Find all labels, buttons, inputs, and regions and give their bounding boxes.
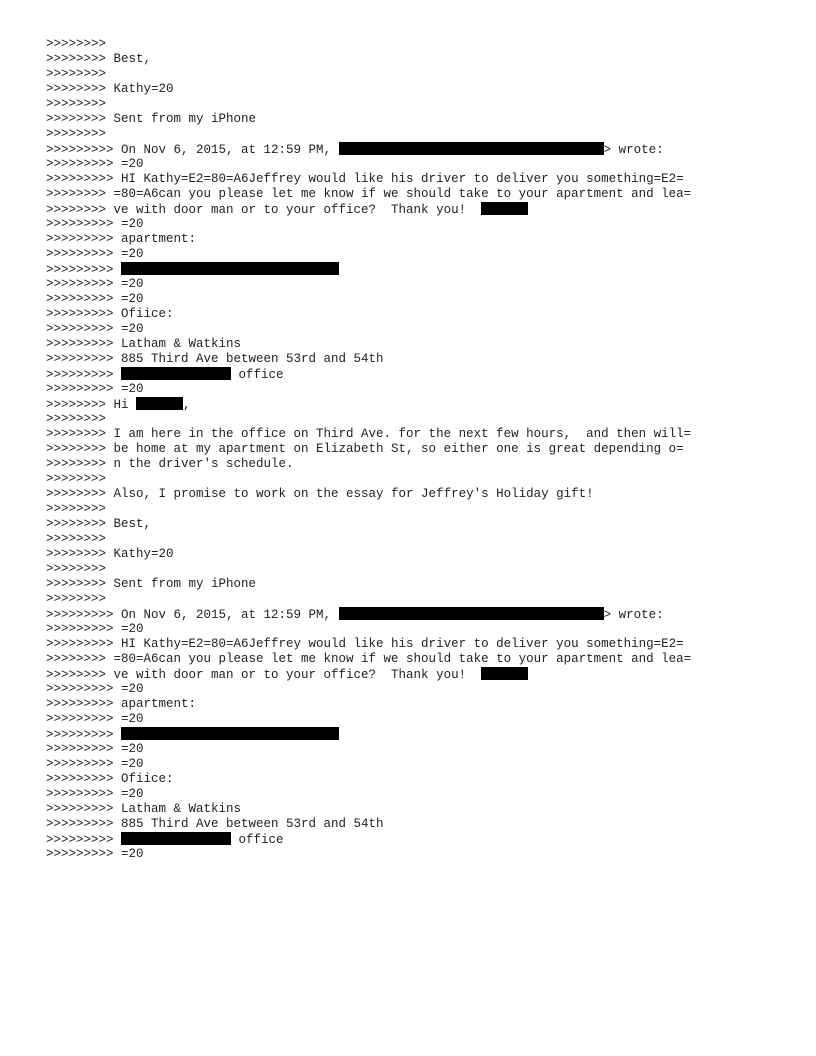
line-text: >>>>>>>> Kathy=20	[46, 82, 174, 96]
line-text: >>>>>>>>	[46, 532, 107, 546]
line-text: >>>>>>>> Also, I promise to work on the essay for Jeffrey's Holiday gift!	[46, 487, 594, 501]
line-text: >>>>>>>>> HI Kathy=E2=80=A6Jeffrey would like his driver to deliver you something=E2=	[46, 172, 684, 186]
line-text: >>>>>>>>> =20	[46, 382, 144, 396]
line-text: >>>>>>>>> Latham & Watkins	[46, 337, 242, 351]
line-text: >>>>>>>> Sent from my iPhone	[46, 112, 257, 126]
redaction-bar	[121, 727, 339, 740]
email-line	[46, 682, 786, 697]
email-line	[46, 472, 786, 487]
line-text: >>>>>>>>> Ofiice:	[46, 307, 174, 321]
line-text: >>>>>>>> ve with door man or to your office? Thank you!	[46, 203, 482, 217]
email-line	[46, 172, 786, 187]
email-line	[46, 577, 786, 592]
line-text-after: ,	[183, 398, 191, 412]
line-text: >>>>>>>>	[46, 67, 107, 81]
line-text: >>>>>>>>> =20	[46, 247, 144, 261]
line-text: >>>>>>>>> =20	[46, 292, 144, 306]
email-line	[46, 712, 786, 727]
line-text-after: office	[231, 368, 284, 382]
line-text: >>>>>>>>> 885 Third Ave between 53rd and 54th	[46, 817, 384, 831]
email-line	[46, 262, 786, 277]
email-line	[46, 247, 786, 262]
email-line	[46, 787, 786, 802]
line-text: >>>>>>>>	[46, 502, 107, 516]
line-text: >>>>>>>>>	[46, 833, 122, 847]
email-line	[46, 157, 786, 172]
line-text: >>>>>>>>> =20	[46, 712, 144, 726]
email-line	[46, 757, 786, 772]
line-text: >>>>>>>>> =20	[46, 757, 144, 771]
line-text: >>>>>>>>	[46, 592, 107, 606]
email-line	[46, 127, 786, 142]
line-text: >>>>>>>> I am here in the office on Third Ave. for the next few hours, and then will=	[46, 427, 692, 441]
redaction-bar	[121, 367, 231, 380]
line-text: >>>>>>>> Best,	[46, 52, 152, 66]
email-line	[46, 457, 786, 472]
line-text: >>>>>>>>	[46, 412, 107, 426]
email-line	[46, 277, 786, 292]
email-line	[46, 532, 786, 547]
email-line	[46, 382, 786, 397]
email-line	[46, 412, 786, 427]
email-line	[46, 367, 786, 382]
redaction-bar	[136, 397, 183, 410]
email-line	[46, 112, 786, 127]
redaction-bar	[481, 202, 528, 215]
email-line	[46, 832, 786, 847]
email-line	[46, 397, 786, 412]
line-text: >>>>>>>>> =20	[46, 847, 144, 861]
redaction-bar	[121, 832, 231, 845]
email-line	[46, 442, 786, 457]
line-text: >>>>>>>>> Latham & Watkins	[46, 802, 242, 816]
line-text: >>>>>>>>> Ofiice:	[46, 772, 174, 786]
email-line	[46, 322, 786, 337]
email-document	[46, 37, 786, 862]
email-line	[46, 742, 786, 757]
email-line	[46, 592, 786, 607]
line-text: >>>>>>>>	[46, 562, 107, 576]
line-text: >>>>>>>>> =20	[46, 622, 144, 636]
email-line	[46, 652, 786, 667]
email-line	[46, 517, 786, 532]
line-text: >>>>>>>>	[46, 37, 107, 51]
line-text: >>>>>>>>> 885 Third Ave between 53rd and 54th	[46, 352, 384, 366]
line-text: >>>>>>>>>	[46, 263, 122, 277]
line-text: >>>>>>>>> =20	[46, 742, 144, 756]
redaction-bar	[339, 607, 604, 620]
line-text: >>>>>>>>> =20	[46, 322, 144, 336]
line-text: >>>>>>>>>	[46, 368, 122, 382]
email-line	[46, 187, 786, 202]
line-text: >>>>>>>>> =20	[46, 157, 144, 171]
line-text: >>>>>>>>> apartment:	[46, 697, 197, 711]
email-line	[46, 232, 786, 247]
email-line	[46, 307, 786, 322]
email-line	[46, 67, 786, 82]
email-line	[46, 847, 786, 862]
email-line	[46, 337, 786, 352]
line-text: >>>>>>>> be home at my apartment on Elizabeth St, so either one is great depending o=	[46, 442, 684, 456]
line-text: >>>>>>>>>	[46, 728, 122, 742]
line-text: >>>>>>>>	[46, 97, 107, 111]
email-line	[46, 562, 786, 577]
email-line	[46, 817, 786, 832]
email-line	[46, 772, 786, 787]
email-line	[46, 352, 786, 367]
email-line	[46, 82, 786, 97]
line-text-after: office	[231, 833, 284, 847]
email-line	[46, 802, 786, 817]
email-line	[46, 502, 786, 517]
email-line	[46, 292, 786, 307]
email-line	[46, 97, 786, 112]
email-line	[46, 487, 786, 502]
email-line	[46, 202, 786, 217]
line-text: >>>>>>>> Hi	[46, 398, 137, 412]
redaction-bar	[481, 667, 528, 680]
redaction-bar	[121, 262, 339, 275]
line-text: >>>>>>>>	[46, 127, 107, 141]
email-line	[46, 637, 786, 652]
email-line	[46, 547, 786, 562]
email-line	[46, 37, 786, 52]
line-text: >>>>>>>> n the driver's schedule.	[46, 457, 294, 471]
line-text: >>>>>>>> Best,	[46, 517, 152, 531]
line-text: >>>>>>>>> On Nov 6, 2015, at 12:59 PM,	[46, 608, 339, 622]
line-text: >>>>>>>>> =20	[46, 787, 144, 801]
email-line	[46, 142, 786, 157]
email-line	[46, 427, 786, 442]
line-text: >>>>>>>> Kathy=20	[46, 547, 174, 561]
line-text: >>>>>>>>> =20	[46, 217, 144, 231]
line-text: >>>>>>>> =80=A6can you please let me know if we should take to your apartment and lea=	[46, 187, 692, 201]
email-line	[46, 622, 786, 637]
line-text: >>>>>>>>> =20	[46, 682, 144, 696]
email-line	[46, 52, 786, 67]
line-text: >>>>>>>>> apartment:	[46, 232, 197, 246]
email-line	[46, 217, 786, 232]
line-text: >>>>>>>>> =20	[46, 277, 144, 291]
email-line	[46, 667, 786, 682]
email-line	[46, 727, 786, 742]
redaction-bar	[339, 142, 604, 155]
line-text: >>>>>>>> ve with door man or to your office? Thank you!	[46, 668, 482, 682]
line-text-after: > wrote:	[603, 143, 664, 157]
email-line	[46, 697, 786, 712]
email-line	[46, 607, 786, 622]
line-text: >>>>>>>> Sent from my iPhone	[46, 577, 257, 591]
line-text: >>>>>>>> =80=A6can you please let me know if we should take to your apartment and lea=	[46, 652, 692, 666]
line-text: >>>>>>>>> HI Kathy=E2=80=A6Jeffrey would like his driver to deliver you something=E2=	[46, 637, 684, 651]
line-text-after: > wrote:	[603, 608, 664, 622]
line-text: >>>>>>>>	[46, 472, 107, 486]
line-text: >>>>>>>>> On Nov 6, 2015, at 12:59 PM,	[46, 143, 339, 157]
